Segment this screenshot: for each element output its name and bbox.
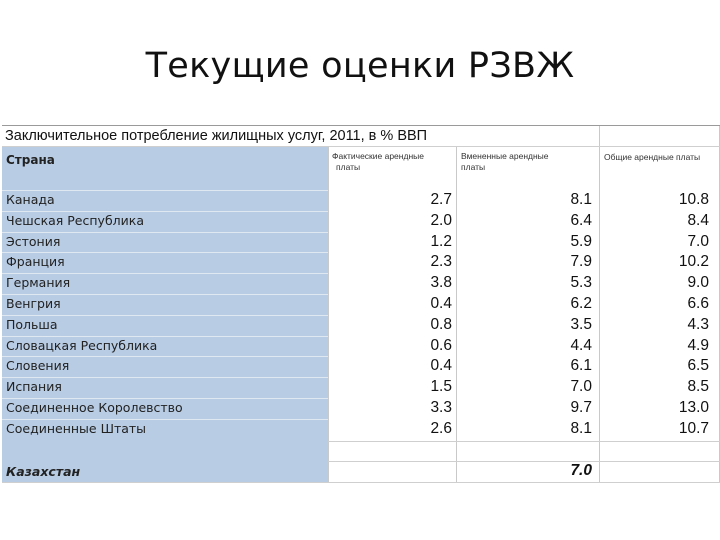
country-name: Польша (6, 316, 58, 332)
table-title: Заключительное потребление жилищных услуг, 2011, в % ВВП (5, 128, 428, 144)
cell-total: 7.0 (687, 232, 709, 250)
cell-imputed: 4.4 (570, 336, 592, 354)
country-name: Чешская Республика (6, 212, 144, 228)
cell-imputed: 6.1 (570, 357, 592, 375)
cell-total: 10.2 (678, 253, 709, 271)
cell-actual: 3.8 (430, 274, 452, 292)
cell-imputed: 5.9 (570, 232, 592, 250)
header-country: Страна (6, 153, 55, 167)
country-name: Канада (6, 192, 55, 207)
cell-total: 9.0 (687, 274, 709, 292)
cell-total: 10.7 (678, 419, 709, 437)
cell-imputed: 8.1 (570, 419, 592, 437)
country-name: Соединенное Королевство (6, 400, 183, 415)
row-divider (2, 398, 328, 399)
cell-actual: 0.8 (430, 315, 452, 333)
country-name: Словения (6, 358, 70, 374)
row-divider (2, 377, 328, 378)
cell-total: 4.3 (687, 315, 709, 333)
row-divider (2, 211, 328, 212)
cell-actual: 2.6 (430, 419, 452, 437)
kazakhstan-imputed: 7.0 (570, 462, 592, 479)
cell-imputed: 8.1 (570, 191, 592, 208)
cell-total: 8.5 (687, 378, 709, 396)
grid-line (328, 441, 720, 442)
cell-total: 6.6 (687, 295, 709, 312)
row-divider (2, 336, 328, 337)
cell-actual: 2.7 (430, 191, 452, 208)
cell-imputed: 3.5 (570, 315, 592, 333)
slide-title: Текущие оценки РЗВЖ (145, 46, 575, 86)
cell-imputed: 7.0 (570, 378, 592, 396)
cell-actual: 1.5 (430, 378, 452, 396)
cell-total: 6.5 (687, 357, 709, 375)
header-actual-rents (332, 151, 424, 173)
cell-imputed: 9.7 (570, 399, 592, 416)
country-name: Франция (6, 254, 65, 270)
header-imputed-line-2: платы (461, 162, 486, 172)
header-actual-line-2: платы (336, 162, 361, 172)
header-total-rents: Общие арендные платы (604, 152, 701, 162)
row-divider (2, 315, 328, 316)
cell-total: 10.8 (678, 191, 709, 208)
cell-actual: 0.6 (430, 336, 452, 354)
country-name: Словацкая Республика (6, 337, 158, 353)
header-imputed-rents (461, 151, 549, 173)
header-actual-line-1: Фактические арендные (332, 151, 424, 161)
row-divider (2, 273, 328, 274)
country-name: Венгрия (6, 296, 61, 311)
cell-actual: 1.2 (430, 232, 452, 250)
cell-total: 13.0 (678, 399, 709, 416)
header-imputed-line-1: Вмененные арендные (461, 151, 549, 161)
country-name: Германия (6, 275, 71, 291)
country-name: Соединенные Штаты (6, 420, 147, 436)
grid-line (456, 146, 457, 482)
cell-actual: 2.3 (430, 253, 452, 271)
row-divider (2, 190, 328, 191)
row-divider (2, 232, 328, 233)
grid-line (2, 146, 720, 147)
row-divider (2, 356, 328, 357)
cell-actual: 2.0 (430, 211, 452, 229)
cell-imputed: 5.3 (570, 274, 592, 292)
row-divider (2, 294, 328, 295)
grid-line (2, 482, 720, 483)
cell-actual: 0.4 (430, 357, 452, 375)
row-divider (2, 252, 328, 253)
cell-imputed: 6.2 (570, 295, 592, 312)
cell-imputed: 7.9 (570, 253, 592, 271)
grid-line (599, 126, 600, 482)
country-name: Испания (6, 379, 62, 395)
cell-total: 8.4 (687, 211, 709, 229)
spreadsheet-table (2, 125, 720, 488)
cell-actual: 0.4 (430, 295, 452, 312)
kazakhstan-country: Казахстан (6, 464, 81, 479)
cell-total: 4.9 (687, 336, 709, 354)
country-name: Эстония (6, 233, 61, 249)
cell-imputed: 6.4 (570, 211, 592, 229)
grid-line (328, 146, 329, 482)
row-divider (2, 419, 328, 420)
cell-actual: 3.3 (430, 399, 452, 416)
